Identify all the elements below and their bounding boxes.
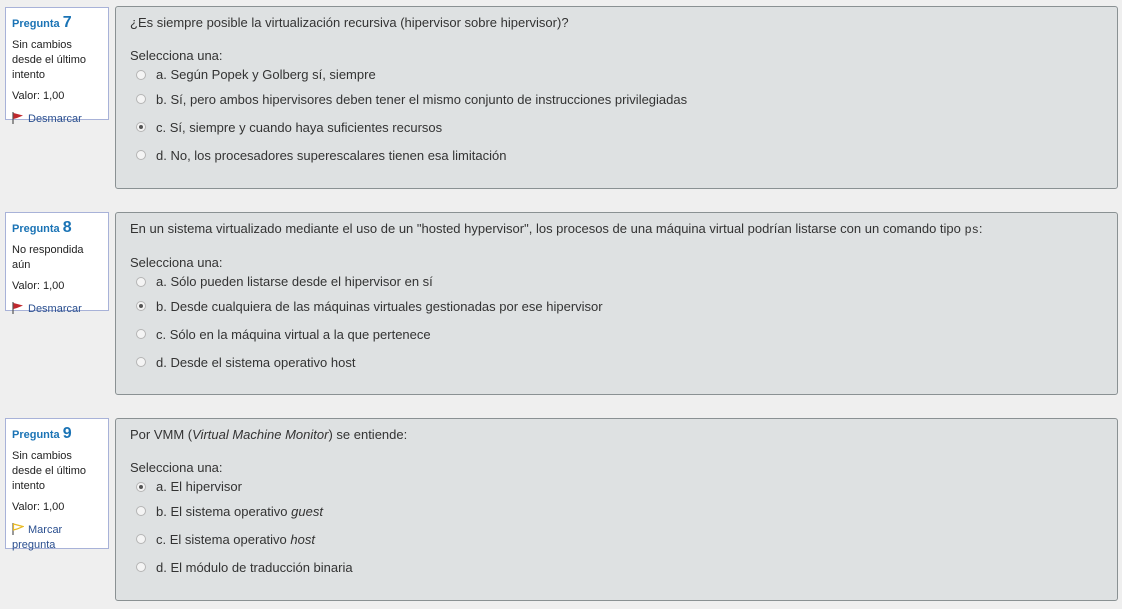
- question-text: En un sistema virtualizado mediante el uso de un "hosted hypervisor", los procesos de una máquina virtual podrían listarse con un comando tipo ps:: [130, 221, 983, 237]
- question-number: Pregunta 8: [12, 219, 72, 236]
- question-9-content: [115, 418, 1118, 601]
- answer-prompt: Selecciona una:: [130, 460, 223, 475]
- answer-option[interactable]: c. El sistema operativo host: [130, 525, 1103, 553]
- question-grade: Valor: 1,00: [12, 90, 65, 102]
- question-number: Pregunta 7: [12, 14, 72, 31]
- question-grade: Valor: 1,00: [12, 501, 65, 513]
- answer-option[interactable]: c. Sólo en la máquina virtual a la que pertenece: [130, 320, 1103, 348]
- flag-icon: [12, 112, 24, 124]
- answer-option[interactable]: d. No, los procesadores superescalares tienen esa limitación: [130, 141, 1103, 169]
- radio-button[interactable]: [136, 329, 146, 339]
- question-state: Sin cambios desde el último intento: [12, 39, 86, 81]
- radio-button[interactable]: [136, 357, 146, 367]
- answer-options: [130, 64, 1103, 169]
- answer-prompt: Selecciona una:: [130, 48, 223, 63]
- radio-button[interactable]: [136, 562, 146, 572]
- question-number-value: 8: [62, 219, 72, 236]
- flag-toggle-link[interactable]: Desmarcar: [12, 302, 102, 317]
- radio-button[interactable]: [136, 534, 146, 544]
- answer-option[interactable]: d. El módulo de traducción binaria: [130, 553, 1103, 581]
- flag-toggle-link[interactable]: Desmarcar: [12, 112, 102, 127]
- question-state: No respondida aún: [12, 244, 84, 271]
- radio-button-selected[interactable]: [136, 301, 146, 311]
- radio-button[interactable]: [136, 94, 146, 104]
- radio-button-selected[interactable]: [136, 482, 146, 492]
- answer-options: [130, 271, 1103, 376]
- answer-option[interactable]: a. Según Popek y Golberg sí, siempre: [130, 64, 1103, 85]
- radio-button[interactable]: [136, 506, 146, 516]
- question-text: Por VMM (Virtual Machine Monitor) se entiende:: [130, 427, 408, 442]
- question-8-info: [5, 212, 109, 315]
- radio-button-selected[interactable]: [136, 122, 146, 132]
- question-8-content: [115, 212, 1118, 395]
- flag-toggle-link[interactable]: Marcar pregunta: [12, 524, 63, 551]
- question-9-info: [5, 418, 109, 549]
- question-state: Sin cambios desde el último intento: [12, 450, 86, 492]
- answer-option[interactable]: d. Desde el sistema operativo host: [130, 348, 1103, 376]
- answer-options: [130, 476, 1103, 581]
- question-number-value: 9: [62, 425, 72, 442]
- answer-option[interactable]: a. Sólo pueden listarse desde el hipervisor en sí: [130, 271, 1103, 292]
- answer-option[interactable]: b. El sistema operativo guest: [130, 497, 1103, 525]
- question-number-value: 7: [62, 14, 72, 31]
- answer-option[interactable]: c. Sí, siempre y cuando haya suficientes recursos: [130, 113, 1103, 141]
- radio-button[interactable]: [136, 150, 146, 160]
- question-text: ¿Es siempre posible la virtualización recursiva (hipervisor sobre hipervisor)?: [130, 15, 569, 30]
- question-7-content: [115, 6, 1118, 189]
- answer-prompt: Selecciona una:: [130, 255, 223, 270]
- answer-option[interactable]: b. Desde cualquiera de las máquinas virtuales gestionadas por ese hipervisor: [130, 292, 1103, 320]
- question-number: Pregunta 9: [12, 425, 72, 442]
- code-text: ps: [964, 223, 979, 237]
- radio-button[interactable]: [136, 277, 146, 287]
- answer-option[interactable]: b. Sí, pero ambos hipervisores deben tener el mismo conjunto de instrucciones privilegiadas: [130, 85, 1103, 113]
- flag-icon: [12, 302, 24, 314]
- flag-outline-icon: [12, 523, 24, 535]
- question-grade: Valor: 1,00: [12, 280, 65, 292]
- answer-option[interactable]: a. El hipervisor: [130, 476, 1103, 497]
- radio-button[interactable]: [136, 70, 146, 80]
- question-7-info: [5, 7, 109, 125]
